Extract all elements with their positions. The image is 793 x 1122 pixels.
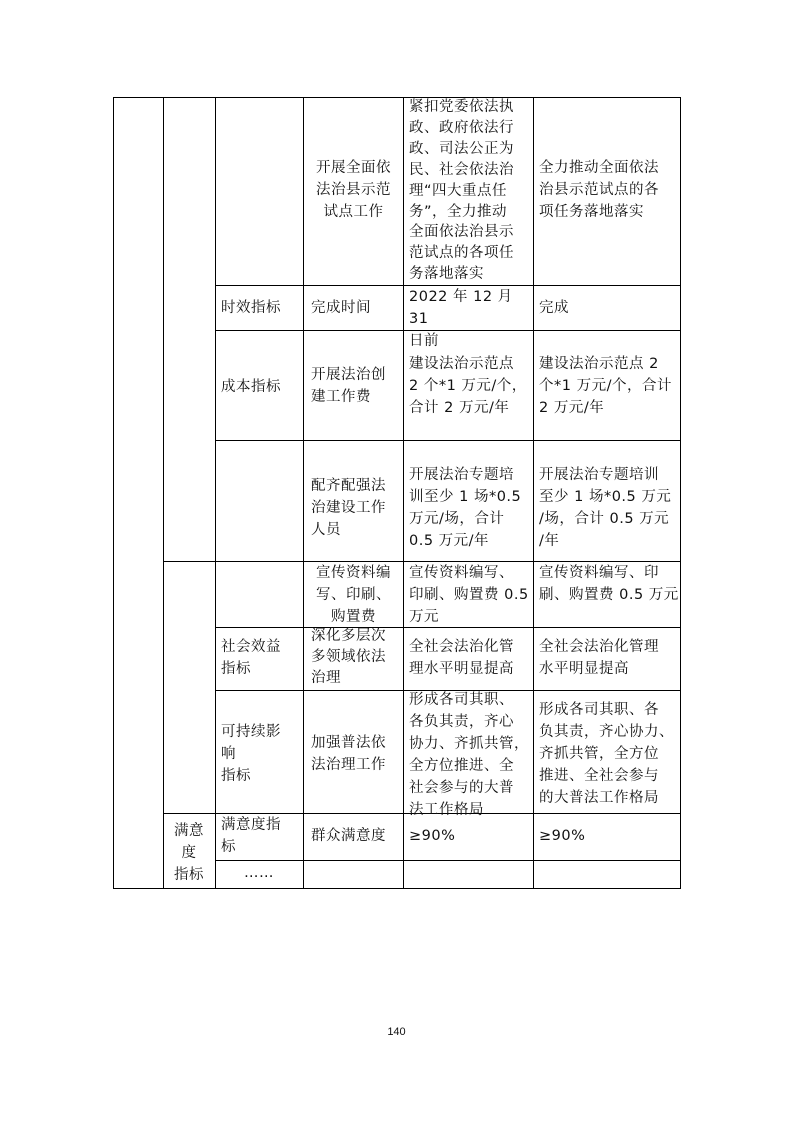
annual-target-cell: 宣传资料编写、 印刷、购置费 0.5 万元 <box>409 565 529 625</box>
primary-indicator-cell: 满意 度 指标 <box>174 823 204 883</box>
table-border-top <box>113 97 681 98</box>
annual-target-cell: 形成各司其职、 各负其责，齐心 协力、齐抓共管， 全方位推进、全 社会参与的大普 法工作格局 <box>409 692 529 818</box>
indicator-name-cell: 宣传资料编 写、印刷、 购置费 <box>316 565 391 625</box>
actual-completion-cell: 形成各司其职、各 负其责，齐心协力、 齐抓共管，全方位 推进、全社会参与 的大普法工作格局 <box>539 702 674 806</box>
indicator-name-cell: 开展全面依 法治县示范 试点工作 <box>316 160 391 220</box>
actual-completion-cell: 开展法治专题培训 至少 1 场*0.5 万元 /场，合计 0.5 万元 /年 <box>539 467 672 549</box>
indicator-name-cell: 深化多层次 多领域依法 治理 <box>311 628 386 686</box>
actual-completion-cell: 建设法治示范点 2 个*1 万元/个，合计 2 万元/年 <box>539 356 672 416</box>
indicator-name-cell: 群众满意度 <box>311 828 386 844</box>
table-border-right <box>680 97 681 889</box>
indicator-name-cell: 加强普法依 法治理工作 <box>311 735 386 773</box>
table-row-divider <box>215 440 681 441</box>
indicator-name-cell: 开展法治创 建工作费 <box>311 367 386 405</box>
table-border-left <box>113 97 114 889</box>
actual-completion-cell: 完成 <box>539 300 569 316</box>
secondary-indicator-cell: 成本指标 <box>221 379 281 395</box>
annual-target-cell: 2022 年 12 月 31 日前 <box>409 289 513 349</box>
secondary-indicator-cell: 时效指标 <box>221 300 281 316</box>
annual-target-cell: 紧扣党委依法执 政、政府依法行 政、司法公正为 民、社会依法治 理“四大重点任 务”，全力推动 全面依法治县示 范试点的各项任 务落地落实 <box>409 99 514 283</box>
table-col-divider <box>533 97 534 889</box>
table-col-divider <box>303 97 304 889</box>
indicator-name-cell: 完成时间 <box>311 300 371 316</box>
table-row-divider <box>215 860 681 861</box>
actual-completion-cell: 宣传资料编写、印 刷、购置费 0.5 万元 <box>539 565 679 603</box>
actual-completion-cell: 全社会法治化管理 水平明显提高 <box>539 639 659 677</box>
annual-target-cell: 建设法治示范点 2 个*1 万元/个， 合计 2 万元/年 <box>409 356 527 416</box>
secondary-indicator-cell: 可持续影 响 指标 <box>221 724 281 784</box>
actual-completion-cell: 全力推动全面依法 治县示范试点的各 项任务落地落实 <box>539 160 659 220</box>
annual-target-cell: ≥90% <box>409 828 456 844</box>
secondary-indicator-cell: 满意度指 标 <box>221 817 281 855</box>
indicator-name-cell: 配齐配强法 治建设工作 人员 <box>311 478 386 538</box>
table-border-bottom <box>113 888 681 889</box>
annual-target-cell: 开展法治专题培 训至少 1 场*0.5 万元/场，合计 0.5 万元/年 <box>409 467 522 549</box>
table-col-divider <box>163 97 164 889</box>
ellipsis-cell: …… <box>244 865 274 881</box>
secondary-indicator-cell: 社会效益 指标 <box>221 639 281 677</box>
actual-completion-cell: ≥90% <box>539 828 586 844</box>
table-col-divider <box>403 97 404 889</box>
table-col-divider <box>215 97 216 889</box>
annual-target-cell: 全社会法治化管 理水平明显提高 <box>409 639 514 677</box>
page-number: 140 <box>387 1026 406 1038</box>
